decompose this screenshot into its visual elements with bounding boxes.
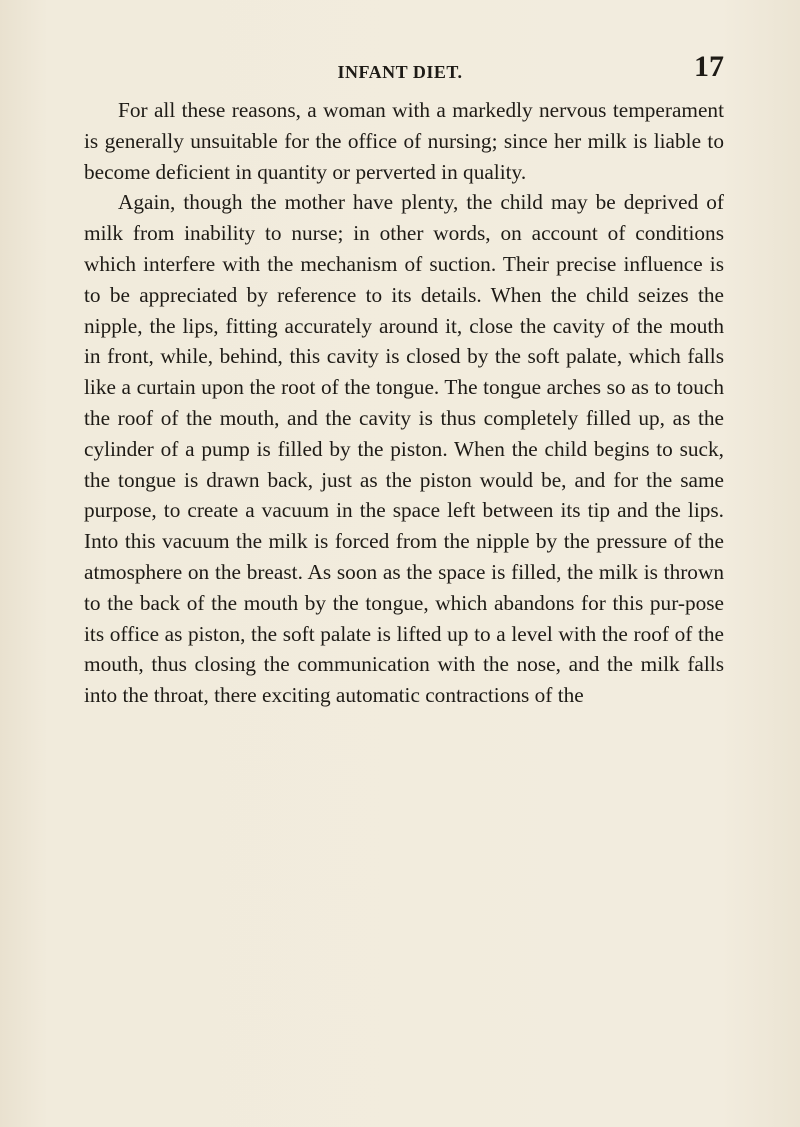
running-head-title: INFANT DIET. (337, 62, 463, 82)
paragraph-1: For all these reasons, a woman with a markedly nervous temperament is generally unsuitable for the office of nursing; since her milk is liable to become deficient in quantity or perverted in quality. (84, 98, 724, 184)
body-text (84, 95, 724, 711)
paragraph-2: Again, though the mother have plenty, the child may be deprived of milk from inability to nurse; in other words, on account of conditions which interfere with the mechanism of suction. Their precise influence is to be appreciated by reference to its details. When the child seizes the nipple, the lips, fitting accurately around it, close the cavity of the mouth in front, while, behind, this cavity is closed by the soft palate, which falls like a curtain upon the root of the tongue. The tongue arches so as to touch the roof of the mouth, and the cavity is thus completely filled up, as the cylinder of a pump is filled by the piston. When the child begins to suck, the tongue is drawn back, just as the piston would be, and for the same purpose, to create a vacuum in the space left between its tip and the lips. Into this vacuum the milk is forced from the nipple by the pressure of the atmosphere on the breast. As soon as the space is filled, the milk is thrown to the back of the mouth by the tongue, which abandons for this pur-pose its office as piston, the soft palate is lifted up to a level with the roof of the mouth, thus closing the communication with the nose, and the milk falls into the throat, there exciting automatic contractions of the (84, 190, 724, 708)
running-head (76, 52, 724, 86)
page-number: 17 (694, 50, 724, 83)
